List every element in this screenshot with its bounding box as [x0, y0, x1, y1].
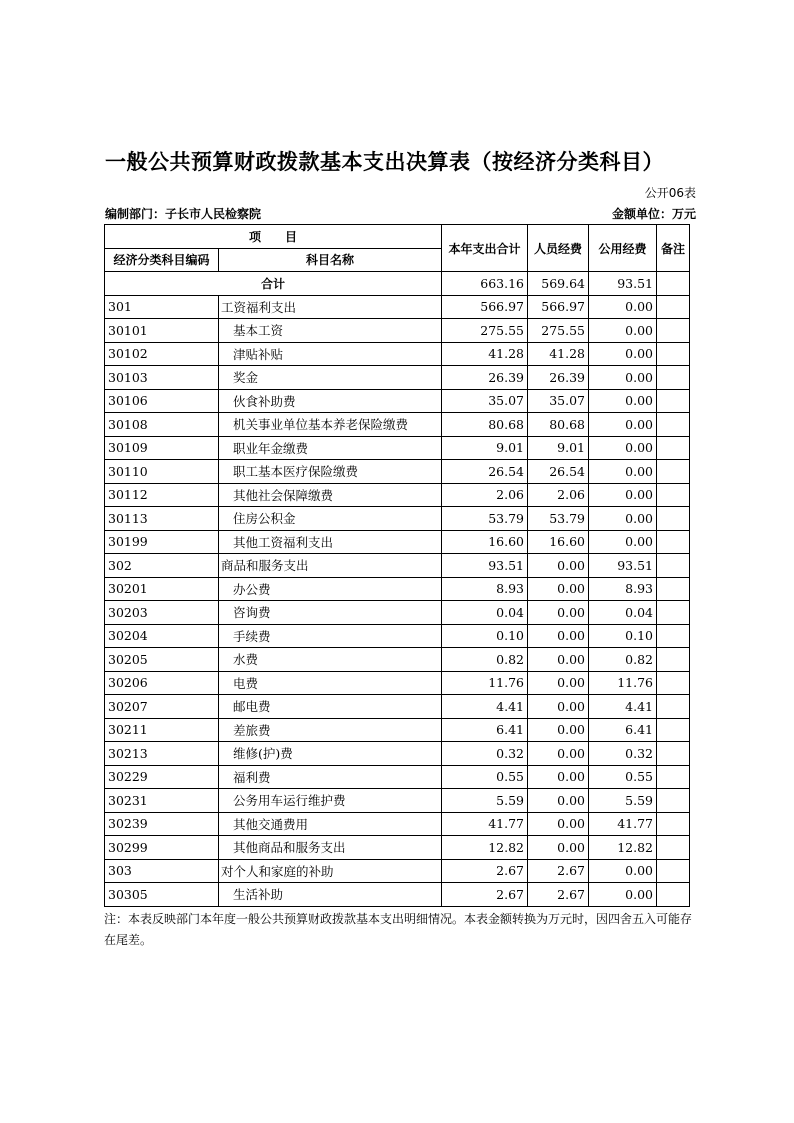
row-public: 0.55	[589, 765, 657, 789]
row-code: 30206	[105, 671, 219, 695]
table-row	[105, 718, 690, 742]
expenditure-table	[104, 224, 690, 907]
row-remark	[657, 789, 690, 813]
table-row	[105, 483, 690, 507]
row-name: 其他商品和服务支出	[219, 836, 442, 860]
row-code: 30205	[105, 648, 219, 672]
row-name: 办公费	[219, 577, 442, 601]
table-row	[105, 413, 690, 437]
table-row	[105, 460, 690, 484]
row-total: 9.01	[442, 436, 528, 460]
row-code: 30110	[105, 460, 219, 484]
row-code: 30211	[105, 718, 219, 742]
row-code: 30199	[105, 530, 219, 554]
row-code: 303	[105, 859, 219, 883]
row-personnel: 26.54	[528, 460, 589, 484]
row-remark	[657, 342, 690, 366]
row-code: 30203	[105, 601, 219, 625]
row-personnel: 0.00	[528, 601, 589, 625]
row-remark	[657, 859, 690, 883]
row-name: 水费	[219, 648, 442, 672]
row-remark	[657, 718, 690, 742]
row-personnel: 275.55	[528, 319, 589, 343]
row-personnel: 0.00	[528, 742, 589, 766]
header-remark: 备注	[657, 225, 690, 272]
row-public: 12.82	[589, 836, 657, 860]
row-public: 5.59	[589, 789, 657, 813]
header-row-1	[105, 225, 690, 249]
row-code: 30207	[105, 695, 219, 719]
page-title: 一般公共预算财政拨款基本支出决算表（按经济分类科目）	[105, 150, 664, 174]
row-total: 566.97	[442, 295, 528, 319]
table-row	[105, 601, 690, 625]
row-code: 30109	[105, 436, 219, 460]
row-total: 5.59	[442, 789, 528, 813]
row-personnel: 566.97	[528, 295, 589, 319]
row-name: 奖金	[219, 366, 442, 390]
row-name: 职业年金缴费	[219, 436, 442, 460]
table-row	[105, 342, 690, 366]
table-row	[105, 295, 690, 319]
total-amount: 663.16	[442, 272, 528, 296]
row-personnel: 2.67	[528, 883, 589, 907]
row-total: 53.79	[442, 507, 528, 531]
total-row	[105, 272, 690, 296]
row-total: 26.54	[442, 460, 528, 484]
row-name: 伙食补助费	[219, 389, 442, 413]
row-code: 30106	[105, 389, 219, 413]
total-label: 合计	[105, 272, 442, 296]
row-remark	[657, 765, 690, 789]
row-personnel: 26.39	[528, 366, 589, 390]
row-total: 93.51	[442, 554, 528, 578]
row-public: 0.00	[589, 883, 657, 907]
table-row	[105, 436, 690, 460]
row-remark	[657, 295, 690, 319]
row-remark	[657, 742, 690, 766]
row-code: 30201	[105, 577, 219, 601]
row-public: 0.00	[589, 436, 657, 460]
row-public: 0.00	[589, 342, 657, 366]
row-code: 30239	[105, 812, 219, 836]
header-name: 科目名称	[219, 248, 442, 272]
row-remark	[657, 601, 690, 625]
row-total: 41.77	[442, 812, 528, 836]
table-row	[105, 742, 690, 766]
row-total: 35.07	[442, 389, 528, 413]
row-name: 福利费	[219, 765, 442, 789]
row-public: 93.51	[589, 554, 657, 578]
compiling-department: 编制部门：子长市人民检察院	[105, 207, 262, 221]
row-public: 0.00	[589, 319, 657, 343]
total-remark	[657, 272, 690, 296]
row-total: 4.41	[442, 695, 528, 719]
table-row	[105, 859, 690, 883]
row-personnel: 35.07	[528, 389, 589, 413]
row-total: 0.82	[442, 648, 528, 672]
row-personnel: 0.00	[528, 695, 589, 719]
row-remark	[657, 483, 690, 507]
row-public: 11.76	[589, 671, 657, 695]
row-name: 基本工资	[219, 319, 442, 343]
row-total: 2.67	[442, 883, 528, 907]
table-row	[105, 695, 690, 719]
row-name: 其他交通费用	[219, 812, 442, 836]
row-public: 0.00	[589, 295, 657, 319]
row-name: 差旅费	[219, 718, 442, 742]
row-code: 30299	[105, 836, 219, 860]
row-code: 30103	[105, 366, 219, 390]
row-name: 其他工资福利支出	[219, 530, 442, 554]
row-name: 其他社会保障缴费	[219, 483, 442, 507]
header-code: 经济分类科目编码	[105, 248, 219, 272]
row-public: 0.00	[589, 460, 657, 484]
row-name: 咨询费	[219, 601, 442, 625]
row-name: 商品和服务支出	[219, 554, 442, 578]
row-remark	[657, 507, 690, 531]
row-public: 0.82	[589, 648, 657, 672]
row-personnel: 0.00	[528, 765, 589, 789]
row-personnel: 0.00	[528, 648, 589, 672]
table-row	[105, 389, 690, 413]
row-personnel: 0.00	[528, 577, 589, 601]
row-personnel: 41.28	[528, 342, 589, 366]
row-personnel: 9.01	[528, 436, 589, 460]
header-total: 本年支出合计	[442, 225, 528, 272]
row-personnel: 0.00	[528, 624, 589, 648]
row-remark	[657, 836, 690, 860]
row-remark	[657, 554, 690, 578]
table-row	[105, 812, 690, 836]
row-name: 工资福利支出	[219, 295, 442, 319]
row-total: 2.67	[442, 859, 528, 883]
row-code: 30305	[105, 883, 219, 907]
table-row	[105, 554, 690, 578]
row-total: 0.10	[442, 624, 528, 648]
row-name: 生活补助	[219, 883, 442, 907]
table-row	[105, 319, 690, 343]
header-item: 项 目	[105, 225, 442, 249]
row-public: 0.00	[589, 366, 657, 390]
row-total: 26.39	[442, 366, 528, 390]
row-personnel: 53.79	[528, 507, 589, 531]
row-remark	[657, 624, 690, 648]
row-total: 2.06	[442, 483, 528, 507]
row-public: 0.00	[589, 530, 657, 554]
table-row	[105, 577, 690, 601]
row-public: 0.00	[589, 507, 657, 531]
form-number: 公开06表	[644, 186, 696, 200]
footnote: 注：本表反映部门本年度一般公共预算财政拨款基本支出明细情况。本表金额转换为万元时，因四舍五入可能存在尾差。	[104, 912, 693, 947]
row-name: 电费	[219, 671, 442, 695]
row-public: 0.32	[589, 742, 657, 766]
row-total: 0.55	[442, 765, 528, 789]
row-remark	[657, 577, 690, 601]
row-public: 0.10	[589, 624, 657, 648]
table-row	[105, 507, 690, 531]
row-total: 16.60	[442, 530, 528, 554]
row-name: 津贴补贴	[219, 342, 442, 366]
row-public: 8.93	[589, 577, 657, 601]
row-remark	[657, 413, 690, 437]
row-code: 30231	[105, 789, 219, 813]
row-code: 30204	[105, 624, 219, 648]
total-public: 93.51	[589, 272, 657, 296]
row-total: 8.93	[442, 577, 528, 601]
table-row	[105, 624, 690, 648]
row-name: 对个人和家庭的补助	[219, 859, 442, 883]
row-code: 30112	[105, 483, 219, 507]
row-public: 0.00	[589, 389, 657, 413]
row-personnel: 0.00	[528, 789, 589, 813]
row-public: 41.77	[589, 812, 657, 836]
row-remark	[657, 671, 690, 695]
row-remark	[657, 530, 690, 554]
table-row	[105, 530, 690, 554]
row-name: 职工基本医疗保险缴费	[219, 460, 442, 484]
row-remark	[657, 812, 690, 836]
row-remark	[657, 436, 690, 460]
table-row	[105, 671, 690, 695]
row-personnel: 0.00	[528, 554, 589, 578]
header-personnel: 人员经费	[528, 225, 589, 272]
row-total: 11.76	[442, 671, 528, 695]
row-public: 0.00	[589, 859, 657, 883]
row-total: 0.04	[442, 601, 528, 625]
row-remark	[657, 648, 690, 672]
row-personnel: 16.60	[528, 530, 589, 554]
row-name: 维修(护)费	[219, 742, 442, 766]
row-code: 30102	[105, 342, 219, 366]
row-public: 0.04	[589, 601, 657, 625]
row-code: 30108	[105, 413, 219, 437]
table-row	[105, 836, 690, 860]
row-name: 住房公积金	[219, 507, 442, 531]
row-total: 275.55	[442, 319, 528, 343]
table-row	[105, 765, 690, 789]
row-code: 302	[105, 554, 219, 578]
row-code: 30229	[105, 765, 219, 789]
row-remark	[657, 695, 690, 719]
row-name: 邮电费	[219, 695, 442, 719]
table-row	[105, 648, 690, 672]
row-remark	[657, 319, 690, 343]
row-total: 0.32	[442, 742, 528, 766]
row-name: 手续费	[219, 624, 442, 648]
row-name: 公务用车运行维护费	[219, 789, 442, 813]
row-personnel: 0.00	[528, 671, 589, 695]
row-personnel: 0.00	[528, 836, 589, 860]
header-public: 公用经费	[589, 225, 657, 272]
row-total: 41.28	[442, 342, 528, 366]
row-name: 机关事业单位基本养老保险缴费	[219, 413, 442, 437]
row-total: 80.68	[442, 413, 528, 437]
row-public: 0.00	[589, 413, 657, 437]
row-personnel: 80.68	[528, 413, 589, 437]
row-public: 4.41	[589, 695, 657, 719]
table-row	[105, 366, 690, 390]
row-personnel: 2.06	[528, 483, 589, 507]
row-remark	[657, 366, 690, 390]
table-row	[105, 883, 690, 907]
row-personnel: 0.00	[528, 812, 589, 836]
row-total: 12.82	[442, 836, 528, 860]
row-remark	[657, 460, 690, 484]
row-public: 0.00	[589, 483, 657, 507]
amount-unit: 金额单位：万元	[611, 207, 696, 221]
row-remark	[657, 389, 690, 413]
row-code: 30213	[105, 742, 219, 766]
table-row	[105, 789, 690, 813]
row-code: 30113	[105, 507, 219, 531]
row-personnel: 2.67	[528, 859, 589, 883]
row-code: 30101	[105, 319, 219, 343]
total-personnel: 569.64	[528, 272, 589, 296]
row-total: 6.41	[442, 718, 528, 742]
row-personnel: 0.00	[528, 718, 589, 742]
row-remark	[657, 883, 690, 907]
row-code: 301	[105, 295, 219, 319]
row-public: 6.41	[589, 718, 657, 742]
